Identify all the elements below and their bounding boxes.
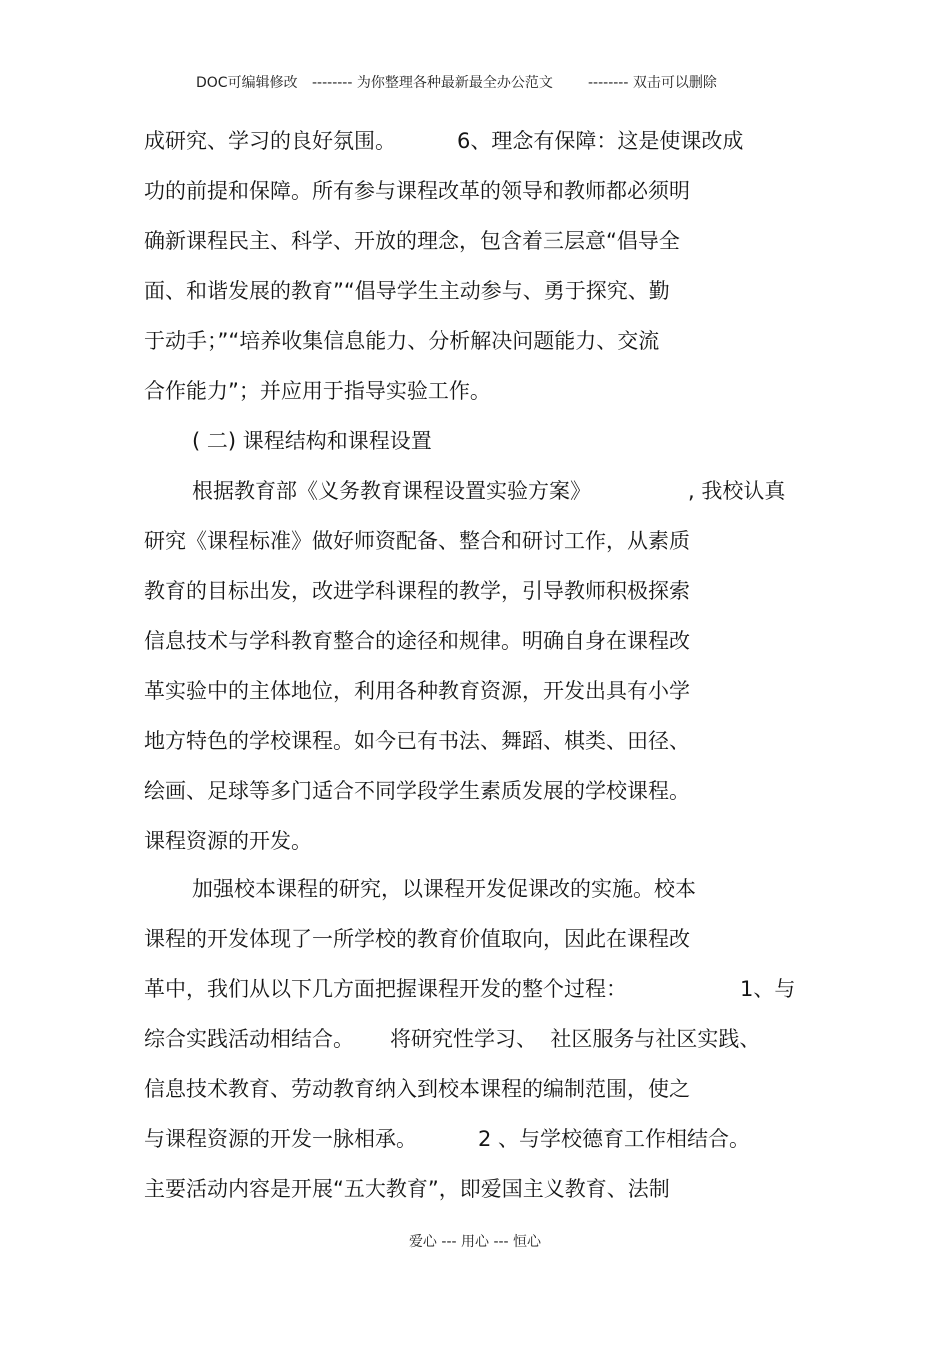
page-footer [0,1231,950,1251]
text-line: 合作能力”；并应用于指导实验工作。 [144,379,491,403]
text-line: 与课程资源的开发一脉相承。 2 、与学校德育工作相结合。 [144,1127,751,1151]
text-line: 信息技术教育、劳动教育纳入到校本课程的编制范围，使之 [144,1077,690,1101]
header-delete-hint: -------- 双击可以删除 [588,75,717,91]
text-line: 课程资源的开发。 [144,829,312,853]
header-slogan: -------- 为你整理各种最新最全办公范文 [312,75,553,91]
text-line: 功的前提和保障。所有参与课程改革的领导和教师都必须明 [144,179,690,203]
text-line: 课程的开发体现了一所学校的教育价值取向，因此在课程改 [144,927,690,951]
text-line: 革实验中的主体地位，利用各种教育资源，开发出具有小学 [144,679,690,703]
text-line: 革中，我们从以下几方面把握课程开发的整个过程： 1、与 [144,977,796,1001]
footer-motto: 爱心 --- 用心 --- 恒心 [408,1234,542,1250]
section-heading: ( 二) 课程结构和课程设置 [192,429,432,453]
text-line: 成研究、学习的良好氛围。 6、理念有保障：这是使课改成 [144,129,744,153]
text-line: 确新课程民主、科学、开放的理念，包含着三层意“倡导全 [144,229,680,253]
text-line: 于动手；”“培养收集信息能力、分析解决问题能力、交流 [144,329,660,353]
page-header [0,72,950,136]
text-line: 研究《课程标准》做好师资配备、整合和研讨工作，从素质 [144,529,690,553]
text-line: 地方特色的学校课程。如今已有书法、舞蹈、棋类、田径、 [144,729,690,753]
header-doc-label: DOC可编辑修改 [196,75,298,91]
text-line: 主要活动内容是开展“五大教育”，即爱国主义教育、法制 [144,1177,670,1201]
text-line: 加强校本课程的研究，以课程开发促课改的实施。校本 [192,877,696,901]
text-line: 信息技术与学科教育整合的途径和规律。明确自身在课程改 [144,629,690,653]
text-line: 教育的目标出发，改进学科课程的教学，引导教师积极探索 [144,579,690,603]
text-line: 根据教育部《义务教育课程设置实验方案》 , 我校认真 [192,479,786,503]
text-line: 面、和谐发展的教育”“倡导学生主动参与、勇于探究、勤 [144,279,670,303]
text-line: 综合实践活动相结合。 将研究性学习、 社区服务与社区实践、 [144,1027,761,1051]
text-line: 绘画、足球等多门适合不同学段学生素质发展的学校课程。 [144,779,690,803]
